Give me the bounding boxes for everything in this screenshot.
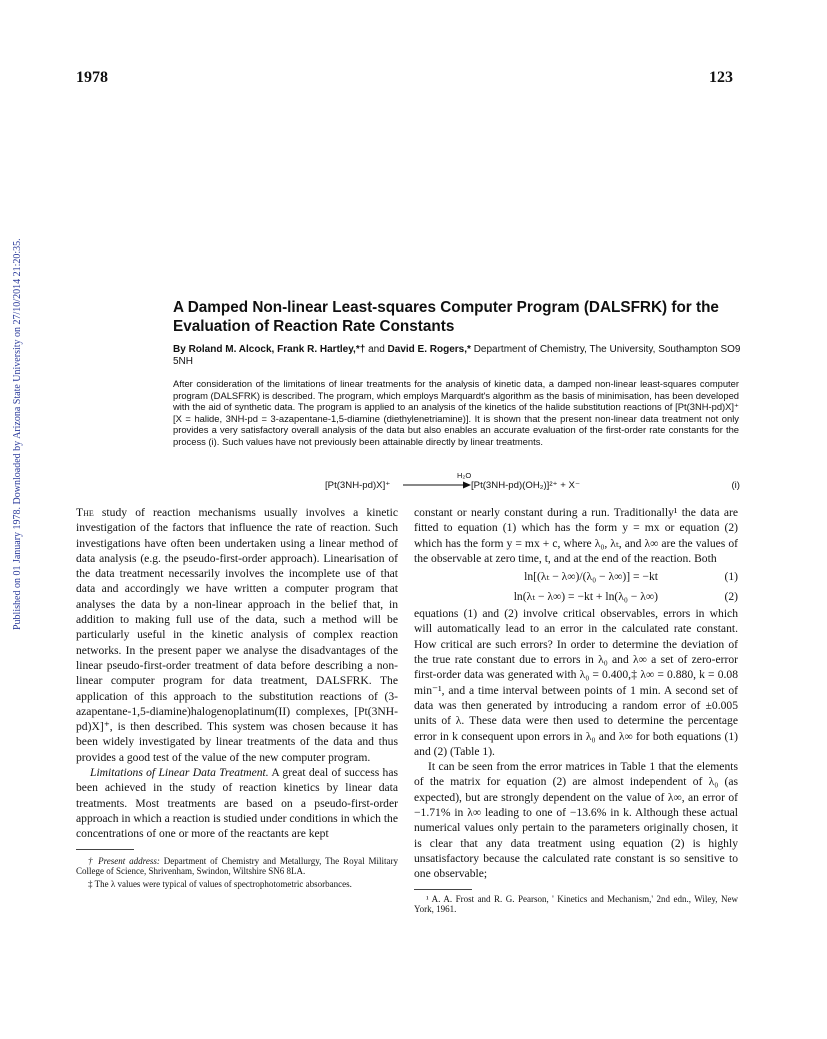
footnote-lambda: ‡ The λ values were typical of values of spectrophotometric absorbances. [88,878,352,889]
product: [Pt(3NH-pd)(OH₂)]²⁺ + X⁻ [471,480,581,491]
right-paragraph-2: equations (1) and (2) involve critical observables, errors in which will automatically lead to an error in the calculated rate constant. How critical are such errors? In order to determine the deviation of the true rate constant due to errors in λ₀ and λ∞ a set of zero-error first-order data was generated with λ₀ = 0.400,‡ λ∞ = 0.880, k = 0.08 min⁻¹, and a time interval between points of 1 min. A second set of data was then generated by introducing a random error of ±0.005 units of λ. These data were then used to determine the percentage error in k consequent upon errors in λ₀ and λ∞ for both equations (1) and (2) (Table 1). [414,607,738,758]
by-label: By [173,344,186,355]
author-line [173,344,743,368]
limitations-text: A great deal of success has been achieved in the study of reaction kinetics by linear data treatments. Most treatments are based on a pseudo-first-order approach in which a reaction is studied under conditions in which the concentrations of one or more of the reactants are kept [76,766,398,841]
publication-sidebar [4,210,23,630]
author-names: Roland M. Alcock, Frank R. Hartley,*† [188,344,366,355]
footnote-rule [76,849,134,850]
right-paragraph-3: It can be seen from the error matrices in Table 1 that the elements of the matrix for equation (2) are almost independent of λ₀ (as expected), but are strongly dependent on the value of λ∞, an error of −1.71% in λ∞ leading to one of −13.6% in k. Although these actual numerical values only pertain to the parameters originally chosen, it is clear that any data treatment using equation (2) is highly unsatisfactory because the calculated rate constant is so sensitive to one observable; [414,760,738,881]
reactant: [Pt(3NH-pd)X]⁺ [325,480,391,491]
equation-2-text: ln(λₜ − λ∞) = −kt + ln(λ₀ − λ∞) [513,589,658,603]
footnote-label: † Present address: [88,855,160,866]
reaction-label: (i) [731,480,740,491]
affiliation: Department of Chemistry, The University, Southampton SO9 5NH [173,344,741,367]
equation-1-text: ln[(λₜ − λ∞)/(λ₀ − λ∞)] = −kt [524,569,658,583]
intro-paragraph [76,505,398,765]
equation-2 [414,586,738,606]
section-heading: Limitations of Linear Data Treatment. [90,766,269,780]
equation-2-number: (2) [724,589,738,603]
right-column [414,505,738,915]
author-last: David E. Rogers,* [387,344,471,355]
abstract: After consideration of the limitations of linear treatments for the analysis of kinetic data, a damped non-linear least-squares computer program (DALSFRK) is described. The program, which employs Marquardt's algorithm as the basis of minimisation, has been developed with the aid of synthetic data. The program is applied to an analysis of the kinetics of the halide substitution reactions of [Pt(3NH-pd)X]⁺ [X = halide, 3NH-pd = 3-azapentane-1,5-diamine (diethylenetriamine)]. It is shown that the present non-linear data treatment not only provides a very satisfactory overall analysis of the data but also enables an accurate evaluation of the first-order rate constants for the process (i). Such values have not previously been attainable directly by linear treatments. [173,378,739,447]
reference-1: ¹ A. A. Frost and R. G. Pearson, ' Kinetics and Mechanism,' 2nd edn., Wiley, New York, 1961. [414,893,738,915]
intro-text: study of reaction mechanisms usually involves a kinetic investigation of the factors that influence the rate of reaction. Such investigations have often been undertaken using a linear method of data analysis (e.g. the pseudo-first-order approach). Linearisation of the data treatment necessarily involves the incomplete use of that data and accordingly we have written a computer program that analyses the data by a non-linear approach in the belief that, in addition to making full use of the data, such a method will be particularly useful in the kinetic analysis of complex reaction networks. In the present paper we analyse the disadvantages of the linear pseudo-first-order treatment of data before describing a non-linear computer program for data treatment, DALSFRK. The application of this approach to the substitution reactions of (3-azapentane-1,5-diamine)halogenoplatinum(II) complexes, [Pt(3NH-pd)X]⁺, is then described. This system was chosen because it has been widely investigated by linear treatments of the data and thus provides a good test of the value of the new computer program. [76,506,398,764]
reaction-condition: H₂O [457,471,472,480]
footnote-text: Department of Chemistry and Metallurgy, The Royal Military College of Science, Shrivenham, Swindon, Wiltshire SN6 8LA. [76,855,398,877]
page-number: 123 [709,69,733,86]
equation-1-number: (1) [724,569,738,583]
limitations-paragraph [76,765,398,841]
footnote-present-address [76,856,398,877]
article-title: A Damped Non-linear Least-squares Computer Program (DALSFRK) for the Evaluation of Reaction Rate Constants [173,299,719,335]
right-paragraph-1: constant or nearly constant during a run. Traditionally¹ the data are fitted to equation (1) which has the form y = mx or equation (2) which has the form y = mx + c, where λ₀, λₜ, and λ∞ are the values of the observable at zero time, t, and at the end of the reaction. Both [414,506,738,565]
publication-note[interactable]: Published on 01 January 1978. Downloaded by Arizona State University on 27/10/2014 21:20:35. [12,238,23,630]
journal-year: 1978 [76,69,108,86]
intro-word: The [76,506,94,519]
equation-1 [414,566,738,586]
and-label: and [368,344,385,355]
reference-rule [414,889,472,890]
left-column [76,505,398,889]
reaction-scheme [325,471,740,497]
